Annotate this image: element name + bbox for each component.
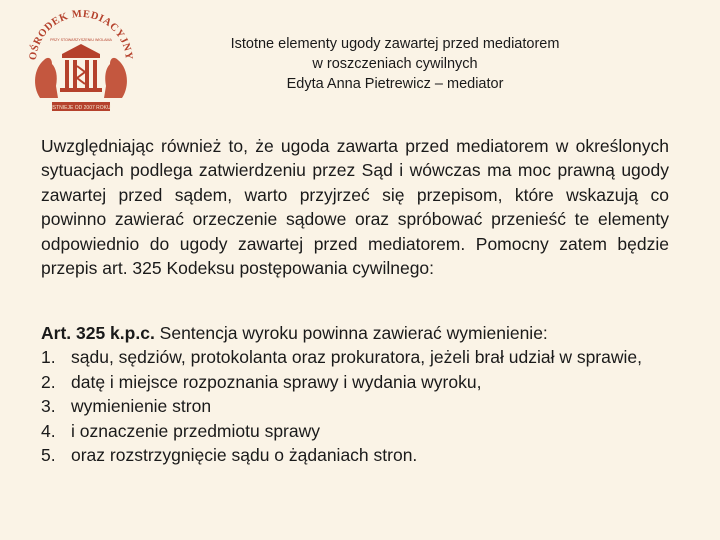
list-item (41, 345, 669, 369)
intro-paragraph: Uwzględniając również to, że ugoda zawarta przed mediatorem w określonych sytuacjach podlega zatwierdzeniu przez Sąd i wówczas ma moc prawną ugody zawartej przed sądem, warto przyjrzeć się przepisom, które wskazują co powinno zawierać orzeczenie sądowe oraz spróbować przenieść te elementy odpowiednio do ugody zawartej przed mediatorem. Pomocny zatem będzie przepis art. 325 Kodeksu postępowania cywilnego: (41, 136, 669, 279)
list-item (41, 419, 669, 443)
logo-emblem-icon (22, 6, 140, 118)
mediation-center-logo (22, 6, 140, 118)
list-item-text: oraz rozstrzygnięcie sądu o żądaniach stron. (71, 445, 418, 466)
header-title-line-1: Istotne elementy ugody zawartej przed mediatorem (230, 36, 560, 52)
article-lead: Sentencja wyroku powinna zawierać wymienienie: (154, 323, 548, 343)
list-item-number: 3. (41, 396, 56, 417)
header-title-line-2: w roszczeniach cywilnych (312, 56, 478, 72)
list-item-text: i oznaczenie przedmiotu sprawy (71, 420, 321, 441)
article-label: Art. 325 k.p.c. (41, 323, 155, 343)
list-item-text: wymienienie stron (71, 396, 212, 417)
list-item (41, 443, 669, 467)
list-item-number: 5. (41, 445, 56, 466)
logo-arc-text: OŚRODEK MEDIACYJNY (27, 8, 135, 61)
article-heading (41, 321, 669, 345)
list-item (41, 370, 669, 394)
list-item (41, 394, 669, 418)
list-item-text: sądu, sędziów, protokolanta oraz prokuratora, jeżeli brał udział w sprawie, (71, 347, 642, 368)
header-author: Edyta Anna Pietrewicz – mediator (286, 76, 504, 92)
logo-bottom-text: ISTNIEJE OD 2007 ROKU (51, 105, 111, 111)
list-item-text: datę i miejsce rozpoznania sprawy i wydania wyroku, (71, 371, 482, 392)
logo-inner-text: PRZY STOWARZYSZENIU WIOLAMA (50, 38, 112, 42)
list-item-number: 4. (41, 420, 56, 441)
list-item-number: 2. (41, 371, 56, 392)
article-items-list (41, 345, 669, 467)
list-item-number: 1. (41, 347, 56, 368)
article-section (41, 321, 669, 467)
slide-header (150, 34, 640, 94)
